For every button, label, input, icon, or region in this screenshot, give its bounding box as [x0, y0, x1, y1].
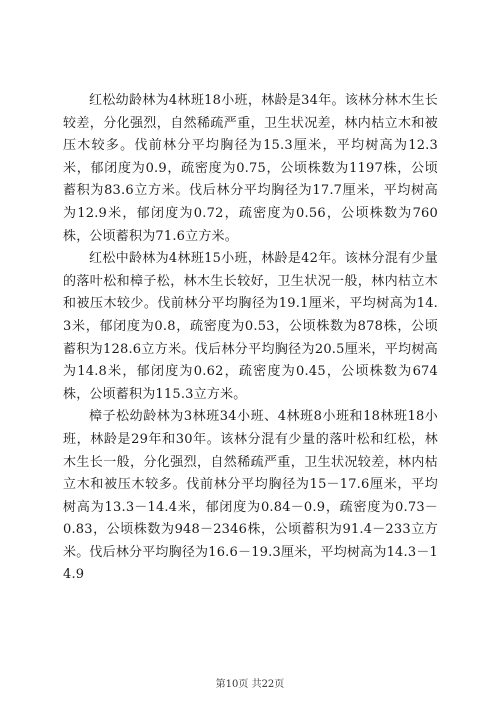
paragraph-red-pine-middle-aged-stand: 红松中龄林为4林班15小班，林龄是42年。该林分混有少量的落叶松和樟子松，林木生长较好，卫生状况一般，林内枯立木和被压木较少。伐前林分平均胸径为19.1厘米，平均树高为14.3米，郁闭度为0.8，疏密度为0.53，公顷株数为878株，公顷蓄积为128.6立方米。伐后林分平均胸径为20.5厘米，平均树高为14.8米，郁闭度为0.62，疏密度为0.45，公顷株数为674株，公顷蓄积为115.3立方米。 — [63, 251, 438, 402]
document-body — [63, 90, 438, 587]
page-number-footer: 第10页 共22页 — [215, 679, 285, 690]
paragraph-scots-pine-young-stand: 樟子松幼龄林为3林班34小班、4林班8小班和18林班18小班，林龄是29年和30年。该林分混有少量的落叶松和红松，林木生长一般，分化强烈，自然稀疏严重，卫生状况较差，林内枯立木和被压木较多。伐前林分平均胸径为15－17.6厘米，平均树高为13.3－14.4米，郁闭度为0.84－0.9，疏密度为0.73－0.83，公顷株数为948－2346株，公顷蓄积为91.4－233立方米。伐后林分平均胸径为16.6－19.3厘米，平均树高为14.3－14.9 — [63, 409, 438, 583]
paragraph-red-pine-young-stand: 红松幼龄林为4林班18小班，林龄是34年。该林分林木生长较差，分化强烈，自然稀疏严重，卫生状况差，林内枯立木和被压木较多。伐前林分平均胸径为15.3厘米，平均树高为12.3米，郁闭度为0.9，疏密度为0.75，公顷株数为1197株，公顷蓄积为83.6立方米。伐后林分平均胸径为17.7厘米，平均树高为12.9米，郁闭度为0.72，疏密度为0.56，公顷株数为760株，公顷蓄积为71.6立方米。 — [63, 93, 438, 244]
